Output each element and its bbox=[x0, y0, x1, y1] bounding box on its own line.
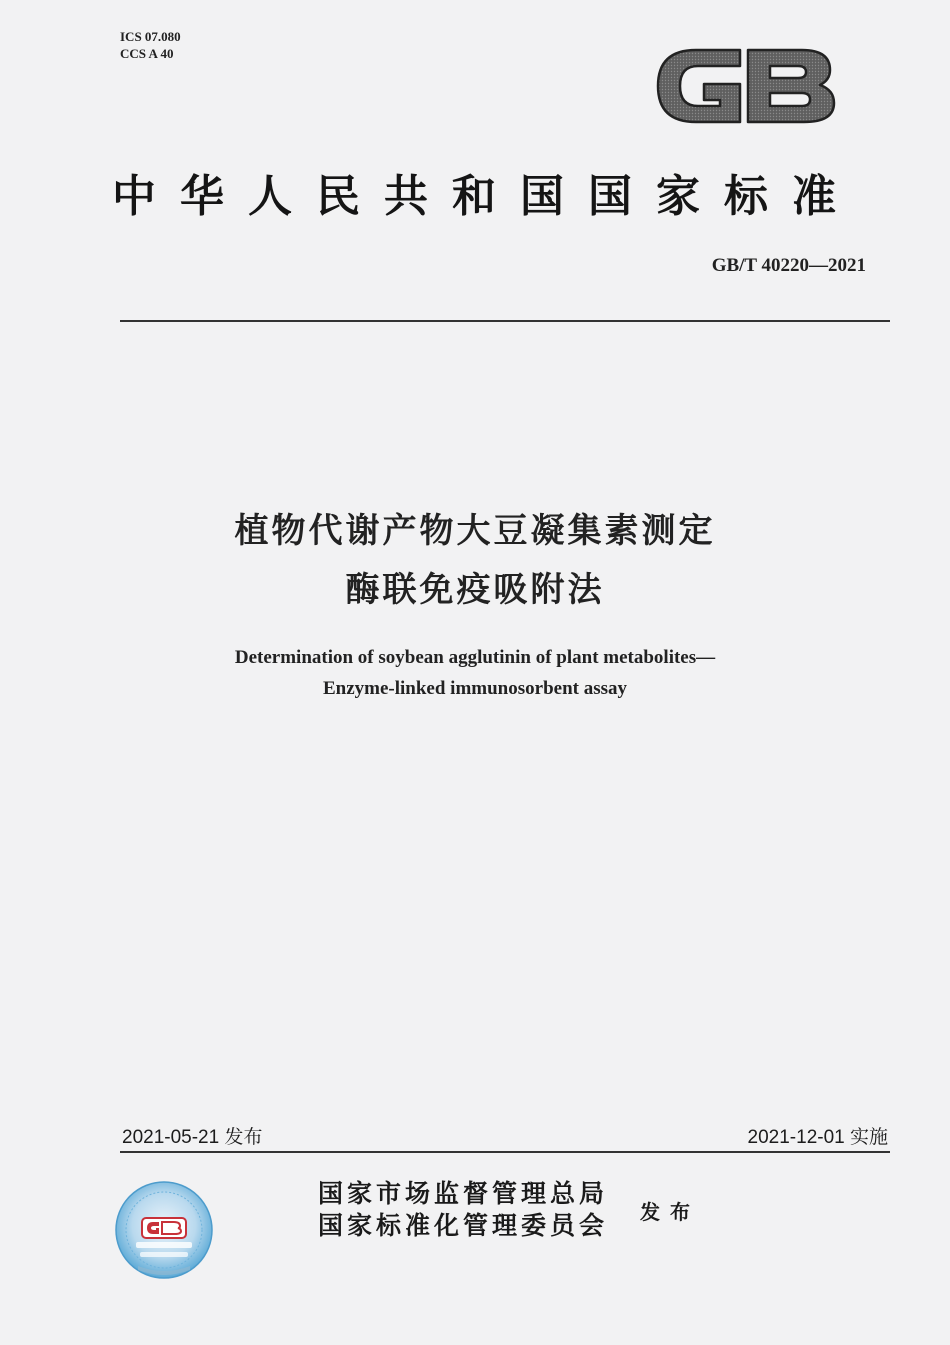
chinese-title-line-1: 植物代谢产物大豆凝集素测定 bbox=[234, 511, 716, 551]
authority-sac: 国家标准化管理委员会 bbox=[318, 1211, 609, 1240]
standard-number: GB/T 40220—2021 bbox=[711, 255, 866, 276]
chinese-title-line-2: 酶联免疫吸附法 bbox=[345, 570, 605, 610]
national-standard-title: 中华人民共和国国家标准 bbox=[112, 171, 860, 222]
classification-codes bbox=[120, 28, 181, 62]
ics-code: ICS 07.080 bbox=[120, 29, 181, 44]
issue-date: 2021-05-21 发布 bbox=[122, 1127, 263, 1148]
anti-counterfeit-seal-icon bbox=[114, 1180, 214, 1280]
english-title-line-1: Determination of soybean agglutinin of plant metabolites— bbox=[234, 647, 716, 668]
top-divider bbox=[120, 320, 890, 322]
ccs-code: CCS A 40 bbox=[120, 46, 174, 61]
gb-logo-icon bbox=[652, 40, 838, 132]
bottom-divider bbox=[120, 1151, 890, 1153]
implementation-date: 2021-12-01 实施 bbox=[747, 1127, 888, 1148]
issuing-authorities bbox=[318, 1178, 608, 1242]
english-title-line-2: Enzyme-linked immunosorbent assay bbox=[322, 678, 628, 699]
issue-word: 发布 bbox=[640, 1200, 700, 1224]
authority-samr: 国家市场监督管理总局 bbox=[318, 1179, 609, 1208]
